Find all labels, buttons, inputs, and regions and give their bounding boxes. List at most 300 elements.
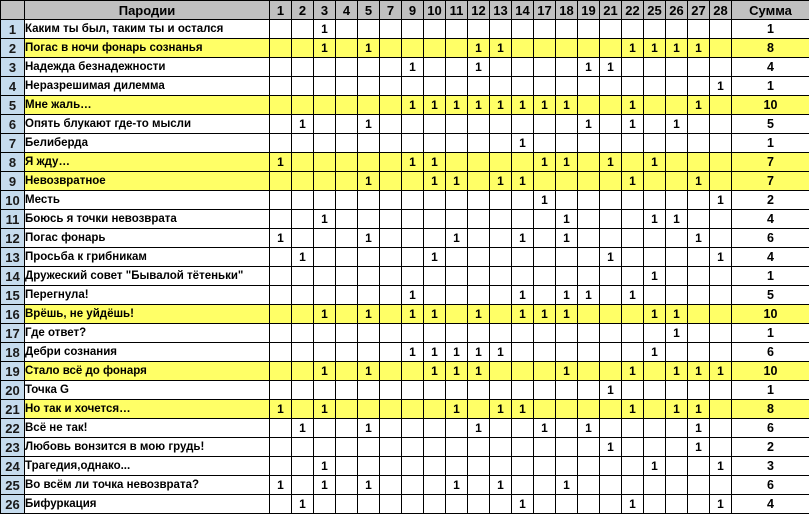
row-number[interactable]: 3 — [1, 58, 25, 77]
vote-cell[interactable] — [534, 229, 556, 248]
vote-cell[interactable] — [666, 96, 688, 115]
vote-cell[interactable]: 1 — [644, 305, 666, 324]
vote-cell[interactable] — [358, 324, 380, 343]
row-number[interactable]: 4 — [1, 77, 25, 96]
vote-cell[interactable]: 1 — [534, 419, 556, 438]
row-number[interactable]: 7 — [1, 134, 25, 153]
column-header-27[interactable]: 27 — [688, 1, 710, 20]
vote-cell[interactable]: 1 — [622, 96, 644, 115]
sum-column-header[interactable]: Сумма — [732, 1, 809, 20]
row-number[interactable]: 6 — [1, 115, 25, 134]
sum-cell[interactable]: 7 — [732, 153, 809, 172]
vote-cell[interactable]: 1 — [424, 362, 446, 381]
vote-cell[interactable]: 1 — [688, 419, 710, 438]
vote-cell[interactable] — [512, 153, 534, 172]
vote-cell[interactable] — [490, 267, 512, 286]
vote-cell[interactable] — [490, 286, 512, 305]
vote-cell[interactable]: 1 — [644, 153, 666, 172]
vote-cell[interactable] — [380, 267, 402, 286]
vote-cell[interactable] — [292, 210, 314, 229]
vote-cell[interactable]: 1 — [710, 191, 732, 210]
vote-cell[interactable]: 1 — [688, 229, 710, 248]
vote-cell[interactable] — [688, 495, 710, 514]
vote-cell[interactable]: 1 — [600, 58, 622, 77]
vote-cell[interactable]: 1 — [446, 400, 468, 419]
vote-cell[interactable] — [556, 267, 578, 286]
vote-cell[interactable] — [578, 248, 600, 267]
vote-cell[interactable]: 1 — [688, 96, 710, 115]
vote-cell[interactable] — [622, 324, 644, 343]
vote-cell[interactable] — [314, 58, 336, 77]
vote-cell[interactable] — [600, 210, 622, 229]
vote-cell[interactable] — [512, 324, 534, 343]
vote-cell[interactable] — [666, 286, 688, 305]
vote-cell[interactable] — [644, 476, 666, 495]
vote-cell[interactable]: 1 — [358, 305, 380, 324]
vote-cell[interactable] — [512, 58, 534, 77]
column-header-22[interactable]: 22 — [622, 1, 644, 20]
vote-cell[interactable]: 1 — [644, 267, 666, 286]
vote-cell[interactable] — [534, 39, 556, 58]
vote-cell[interactable] — [358, 248, 380, 267]
vote-cell[interactable] — [468, 77, 490, 96]
sum-cell[interactable]: 1 — [732, 20, 809, 39]
vote-cell[interactable]: 1 — [358, 172, 380, 191]
sum-cell[interactable]: 10 — [732, 362, 809, 381]
vote-cell[interactable]: 1 — [600, 381, 622, 400]
sum-cell[interactable]: 10 — [732, 305, 809, 324]
vote-cell[interactable] — [446, 419, 468, 438]
vote-cell[interactable] — [336, 58, 358, 77]
vote-cell[interactable]: 1 — [446, 343, 468, 362]
vote-cell[interactable] — [556, 248, 578, 267]
corner-cell[interactable] — [1, 1, 25, 20]
row-number[interactable]: 18 — [1, 343, 25, 362]
vote-cell[interactable] — [622, 381, 644, 400]
vote-cell[interactable] — [314, 286, 336, 305]
vote-cell[interactable] — [358, 286, 380, 305]
vote-cell[interactable] — [600, 362, 622, 381]
vote-cell[interactable] — [402, 438, 424, 457]
vote-cell[interactable] — [270, 457, 292, 476]
parody-title-cell[interactable]: Дружеский совет "Бывалой тётеньки" — [25, 267, 270, 286]
column-header-11[interactable]: 11 — [446, 1, 468, 20]
vote-cell[interactable] — [424, 400, 446, 419]
vote-cell[interactable] — [534, 267, 556, 286]
vote-cell[interactable] — [336, 229, 358, 248]
vote-cell[interactable] — [710, 343, 732, 362]
sum-cell[interactable]: 4 — [732, 210, 809, 229]
vote-cell[interactable] — [358, 438, 380, 457]
vote-cell[interactable] — [336, 77, 358, 96]
vote-cell[interactable] — [358, 58, 380, 77]
vote-cell[interactable] — [688, 457, 710, 476]
vote-cell[interactable]: 1 — [666, 362, 688, 381]
row-number[interactable]: 15 — [1, 286, 25, 305]
vote-cell[interactable] — [424, 115, 446, 134]
vote-cell[interactable] — [622, 457, 644, 476]
vote-cell[interactable] — [600, 134, 622, 153]
vote-cell[interactable]: 1 — [402, 153, 424, 172]
vote-cell[interactable] — [512, 267, 534, 286]
vote-cell[interactable]: 1 — [446, 229, 468, 248]
vote-cell[interactable] — [710, 134, 732, 153]
parody-title-cell[interactable]: Дебри сознания — [25, 343, 270, 362]
vote-cell[interactable] — [666, 134, 688, 153]
sum-cell[interactable]: 4 — [732, 495, 809, 514]
row-number[interactable]: 25 — [1, 476, 25, 495]
vote-cell[interactable] — [292, 191, 314, 210]
vote-cell[interactable]: 1 — [358, 39, 380, 58]
vote-cell[interactable]: 1 — [600, 248, 622, 267]
vote-cell[interactable]: 1 — [534, 96, 556, 115]
vote-cell[interactable] — [446, 305, 468, 324]
vote-cell[interactable]: 1 — [358, 419, 380, 438]
vote-cell[interactable] — [424, 381, 446, 400]
vote-cell[interactable] — [468, 134, 490, 153]
row-number[interactable]: 26 — [1, 495, 25, 514]
vote-cell[interactable] — [600, 77, 622, 96]
vote-cell[interactable] — [468, 115, 490, 134]
vote-cell[interactable] — [622, 419, 644, 438]
vote-cell[interactable] — [292, 343, 314, 362]
vote-cell[interactable] — [512, 20, 534, 39]
vote-cell[interactable] — [556, 343, 578, 362]
vote-cell[interactable] — [666, 381, 688, 400]
vote-cell[interactable] — [512, 438, 534, 457]
vote-cell[interactable]: 1 — [710, 495, 732, 514]
vote-cell[interactable] — [292, 305, 314, 324]
vote-cell[interactable] — [380, 400, 402, 419]
vote-cell[interactable] — [292, 267, 314, 286]
vote-cell[interactable] — [578, 343, 600, 362]
vote-cell[interactable] — [644, 96, 666, 115]
vote-cell[interactable]: 1 — [358, 229, 380, 248]
vote-cell[interactable] — [380, 39, 402, 58]
vote-cell[interactable] — [556, 172, 578, 191]
parody-title-cell[interactable]: Бифуркация — [25, 495, 270, 514]
vote-cell[interactable] — [644, 495, 666, 514]
vote-cell[interactable] — [380, 191, 402, 210]
vote-cell[interactable] — [402, 229, 424, 248]
vote-cell[interactable]: 1 — [512, 286, 534, 305]
vote-cell[interactable] — [446, 324, 468, 343]
vote-cell[interactable] — [490, 324, 512, 343]
vote-cell[interactable] — [512, 362, 534, 381]
vote-cell[interactable] — [710, 20, 732, 39]
vote-cell[interactable] — [358, 343, 380, 362]
vote-cell[interactable] — [380, 77, 402, 96]
vote-cell[interactable]: 1 — [556, 210, 578, 229]
vote-cell[interactable] — [556, 324, 578, 343]
vote-cell[interactable] — [556, 191, 578, 210]
vote-cell[interactable] — [622, 305, 644, 324]
vote-cell[interactable]: 1 — [512, 134, 534, 153]
vote-cell[interactable] — [270, 305, 292, 324]
vote-cell[interactable] — [468, 191, 490, 210]
sum-cell[interactable]: 10 — [732, 96, 809, 115]
vote-cell[interactable] — [600, 495, 622, 514]
vote-cell[interactable] — [534, 457, 556, 476]
column-header-25[interactable]: 25 — [644, 1, 666, 20]
vote-cell[interactable] — [380, 20, 402, 39]
vote-cell[interactable] — [490, 305, 512, 324]
vote-cell[interactable] — [336, 324, 358, 343]
vote-cell[interactable]: 1 — [556, 305, 578, 324]
vote-cell[interactable] — [556, 457, 578, 476]
vote-cell[interactable] — [292, 96, 314, 115]
vote-cell[interactable] — [270, 77, 292, 96]
vote-cell[interactable] — [600, 476, 622, 495]
vote-cell[interactable] — [578, 77, 600, 96]
vote-cell[interactable] — [578, 457, 600, 476]
parody-title-cell[interactable]: Невозвратное — [25, 172, 270, 191]
parody-title-cell[interactable]: Трагедия,однако... — [25, 457, 270, 476]
vote-cell[interactable] — [380, 229, 402, 248]
vote-cell[interactable] — [710, 267, 732, 286]
vote-cell[interactable] — [534, 172, 556, 191]
vote-cell[interactable]: 1 — [446, 476, 468, 495]
vote-cell[interactable] — [446, 39, 468, 58]
vote-cell[interactable] — [292, 286, 314, 305]
vote-cell[interactable] — [468, 476, 490, 495]
vote-cell[interactable]: 1 — [468, 58, 490, 77]
vote-cell[interactable] — [578, 172, 600, 191]
vote-cell[interactable] — [688, 58, 710, 77]
vote-cell[interactable] — [644, 362, 666, 381]
vote-cell[interactable] — [600, 229, 622, 248]
vote-cell[interactable]: 1 — [358, 115, 380, 134]
vote-cell[interactable] — [600, 267, 622, 286]
vote-cell[interactable] — [534, 362, 556, 381]
vote-cell[interactable] — [314, 77, 336, 96]
vote-cell[interactable]: 1 — [556, 362, 578, 381]
vote-cell[interactable] — [424, 476, 446, 495]
vote-cell[interactable] — [446, 191, 468, 210]
vote-cell[interactable] — [512, 381, 534, 400]
sum-cell[interactable]: 1 — [732, 134, 809, 153]
vote-cell[interactable] — [600, 191, 622, 210]
vote-cell[interactable]: 1 — [512, 400, 534, 419]
vote-cell[interactable] — [490, 20, 512, 39]
parody-title-cell[interactable]: Боюсь я точки невозврата — [25, 210, 270, 229]
vote-cell[interactable] — [710, 39, 732, 58]
vote-cell[interactable] — [534, 286, 556, 305]
row-number[interactable]: 12 — [1, 229, 25, 248]
sum-cell[interactable]: 8 — [732, 400, 809, 419]
vote-cell[interactable]: 1 — [314, 305, 336, 324]
vote-cell[interactable] — [358, 191, 380, 210]
column-header-4[interactable]: 4 — [336, 1, 358, 20]
vote-cell[interactable] — [380, 115, 402, 134]
vote-cell[interactable] — [336, 248, 358, 267]
vote-cell[interactable] — [424, 191, 446, 210]
vote-cell[interactable] — [600, 96, 622, 115]
vote-cell[interactable]: 1 — [270, 400, 292, 419]
vote-cell[interactable] — [468, 286, 490, 305]
vote-cell[interactable] — [446, 153, 468, 172]
vote-cell[interactable] — [314, 134, 336, 153]
vote-cell[interactable]: 1 — [424, 248, 446, 267]
vote-cell[interactable] — [556, 77, 578, 96]
vote-cell[interactable] — [622, 343, 644, 362]
vote-cell[interactable]: 1 — [622, 172, 644, 191]
row-number[interactable]: 16 — [1, 305, 25, 324]
vote-cell[interactable]: 1 — [644, 343, 666, 362]
vote-cell[interactable] — [424, 324, 446, 343]
vote-cell[interactable] — [710, 229, 732, 248]
vote-cell[interactable] — [468, 20, 490, 39]
vote-cell[interactable] — [336, 96, 358, 115]
vote-cell[interactable] — [666, 476, 688, 495]
sum-cell[interactable]: 1 — [732, 324, 809, 343]
column-header-12[interactable]: 12 — [468, 1, 490, 20]
vote-cell[interactable] — [534, 400, 556, 419]
vote-cell[interactable] — [314, 115, 336, 134]
vote-cell[interactable] — [578, 476, 600, 495]
vote-cell[interactable] — [600, 115, 622, 134]
vote-cell[interactable] — [512, 77, 534, 96]
vote-cell[interactable]: 1 — [644, 457, 666, 476]
vote-cell[interactable] — [666, 248, 688, 267]
vote-cell[interactable] — [270, 267, 292, 286]
vote-cell[interactable] — [688, 153, 710, 172]
vote-cell[interactable]: 1 — [424, 343, 446, 362]
column-header-14[interactable]: 14 — [512, 1, 534, 20]
vote-cell[interactable] — [534, 248, 556, 267]
vote-cell[interactable] — [534, 20, 556, 39]
vote-cell[interactable] — [380, 305, 402, 324]
vote-cell[interactable]: 1 — [402, 305, 424, 324]
vote-cell[interactable] — [622, 134, 644, 153]
vote-cell[interactable] — [600, 39, 622, 58]
vote-cell[interactable] — [424, 419, 446, 438]
vote-cell[interactable] — [644, 381, 666, 400]
vote-cell[interactable] — [380, 96, 402, 115]
vote-cell[interactable] — [578, 229, 600, 248]
vote-cell[interactable] — [314, 172, 336, 191]
vote-cell[interactable] — [314, 267, 336, 286]
vote-cell[interactable]: 1 — [446, 362, 468, 381]
vote-cell[interactable] — [358, 457, 380, 476]
vote-cell[interactable] — [578, 362, 600, 381]
vote-cell[interactable] — [380, 476, 402, 495]
vote-cell[interactable] — [600, 324, 622, 343]
vote-cell[interactable] — [622, 438, 644, 457]
vote-cell[interactable] — [556, 419, 578, 438]
vote-cell[interactable] — [270, 495, 292, 514]
vote-cell[interactable] — [270, 96, 292, 115]
vote-cell[interactable]: 1 — [468, 362, 490, 381]
vote-cell[interactable]: 1 — [270, 476, 292, 495]
vote-cell[interactable] — [644, 438, 666, 457]
vote-cell[interactable] — [336, 476, 358, 495]
vote-cell[interactable]: 1 — [534, 191, 556, 210]
vote-cell[interactable]: 1 — [688, 39, 710, 58]
vote-cell[interactable] — [666, 419, 688, 438]
vote-cell[interactable] — [270, 343, 292, 362]
vote-cell[interactable] — [380, 438, 402, 457]
vote-cell[interactable] — [534, 134, 556, 153]
vote-cell[interactable] — [688, 134, 710, 153]
vote-cell[interactable]: 1 — [578, 115, 600, 134]
sum-cell[interactable]: 2 — [732, 438, 809, 457]
vote-cell[interactable] — [292, 381, 314, 400]
row-number[interactable]: 17 — [1, 324, 25, 343]
parody-title-cell[interactable]: Врёшь, не уйдёшь! — [25, 305, 270, 324]
vote-cell[interactable]: 1 — [424, 153, 446, 172]
vote-cell[interactable] — [314, 343, 336, 362]
vote-cell[interactable] — [622, 476, 644, 495]
vote-cell[interactable]: 1 — [666, 324, 688, 343]
column-header-1[interactable]: 1 — [270, 1, 292, 20]
vote-cell[interactable]: 1 — [490, 476, 512, 495]
vote-cell[interactable] — [490, 134, 512, 153]
column-header-19[interactable]: 19 — [578, 1, 600, 20]
vote-cell[interactable]: 1 — [578, 286, 600, 305]
column-header-2[interactable]: 2 — [292, 1, 314, 20]
vote-cell[interactable] — [688, 248, 710, 267]
vote-cell[interactable]: 1 — [468, 305, 490, 324]
vote-cell[interactable] — [490, 153, 512, 172]
vote-cell[interactable] — [622, 229, 644, 248]
vote-cell[interactable] — [644, 419, 666, 438]
vote-cell[interactable] — [380, 134, 402, 153]
vote-cell[interactable] — [402, 20, 424, 39]
vote-cell[interactable] — [292, 153, 314, 172]
vote-cell[interactable] — [402, 172, 424, 191]
vote-cell[interactable] — [270, 39, 292, 58]
vote-cell[interactable] — [666, 495, 688, 514]
vote-cell[interactable] — [314, 153, 336, 172]
vote-cell[interactable]: 1 — [402, 286, 424, 305]
vote-cell[interactable] — [556, 381, 578, 400]
vote-cell[interactable] — [314, 438, 336, 457]
vote-cell[interactable] — [424, 20, 446, 39]
sum-cell[interactable]: 1 — [732, 77, 809, 96]
vote-cell[interactable] — [336, 210, 358, 229]
vote-cell[interactable]: 1 — [424, 96, 446, 115]
vote-cell[interactable] — [688, 20, 710, 39]
vote-cell[interactable] — [314, 324, 336, 343]
vote-cell[interactable] — [578, 20, 600, 39]
vote-cell[interactable] — [490, 381, 512, 400]
vote-cell[interactable] — [688, 210, 710, 229]
parody-title-cell[interactable]: Месть — [25, 191, 270, 210]
vote-cell[interactable] — [622, 191, 644, 210]
vote-cell[interactable]: 1 — [688, 362, 710, 381]
vote-cell[interactable] — [490, 210, 512, 229]
vote-cell[interactable] — [622, 58, 644, 77]
vote-cell[interactable] — [336, 153, 358, 172]
vote-cell[interactable] — [424, 39, 446, 58]
vote-cell[interactable] — [622, 267, 644, 286]
vote-cell[interactable] — [270, 210, 292, 229]
vote-cell[interactable] — [402, 381, 424, 400]
vote-cell[interactable] — [314, 96, 336, 115]
vote-cell[interactable] — [600, 172, 622, 191]
vote-cell[interactable] — [578, 267, 600, 286]
vote-cell[interactable] — [534, 343, 556, 362]
parody-title-cell[interactable]: Перегнула! — [25, 286, 270, 305]
vote-cell[interactable]: 1 — [468, 39, 490, 58]
sum-cell[interactable]: 8 — [732, 39, 809, 58]
vote-cell[interactable]: 1 — [710, 457, 732, 476]
vote-cell[interactable] — [556, 115, 578, 134]
vote-cell[interactable] — [402, 476, 424, 495]
vote-cell[interactable] — [644, 115, 666, 134]
column-header-18[interactable]: 18 — [556, 1, 578, 20]
